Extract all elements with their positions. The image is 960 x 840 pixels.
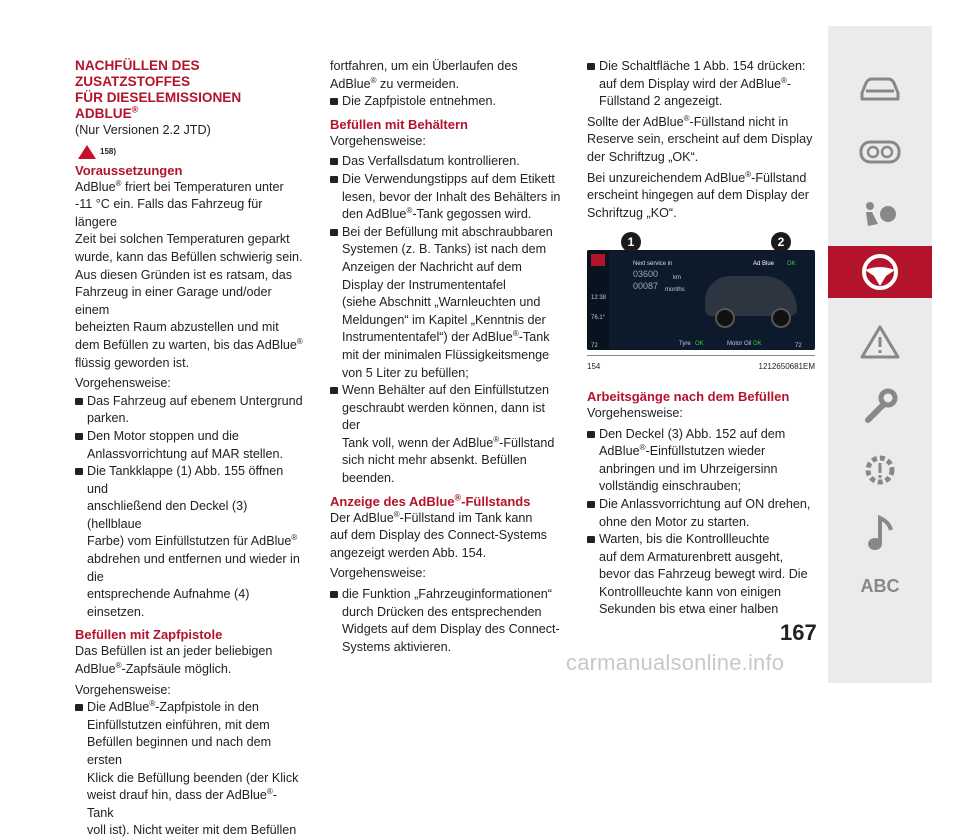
text-line: Tank voll, wenn der AdBlue®-Füllstand: [342, 434, 555, 450]
procedure-label-2: Vorgehensweise:: [330, 566, 426, 581]
screen-left-value: 72: [591, 343, 598, 350]
text-line: Die Anlassvorrichtung auf ON drehen,: [599, 496, 811, 511]
screen-months-value: 00087: [633, 281, 659, 292]
chapter-tab-maintenance[interactable]: [828, 444, 932, 496]
column-right: [587, 58, 815, 619]
text-line: Die AdBlue®-Zapfpistole in den: [87, 699, 259, 715]
connect-display-screen: [587, 250, 815, 350]
chapter-tab-emergency[interactable]: [828, 380, 932, 432]
screen-time: 12:38: [591, 295, 607, 302]
text-line: sich nicht mehr absenkt. Befüllen: [342, 453, 527, 468]
text-line: -11 °C ein. Falls das Fahrzeug für längere: [75, 197, 263, 229]
procedure-label: Vorgehensweise:: [587, 405, 683, 420]
car-wheel-rear: [771, 308, 791, 328]
screen-tyre-label: Tyre: [679, 341, 691, 348]
bullet-item: [330, 382, 562, 488]
figure-caption: [587, 355, 815, 376]
text-line: dem Befüllen zu warten, bis das AdBlue®: [75, 336, 303, 352]
figure-154: [587, 232, 815, 352]
text-line: flüssig geworden ist.: [75, 355, 190, 370]
text-line: durch Drücken des entsprechenden: [342, 604, 542, 619]
screen-km-value: 03600: [633, 269, 659, 280]
text-line: ohne den Motor zu starten.: [599, 514, 750, 529]
text-line: Das Verfallsdatum kontrollieren.: [342, 154, 520, 169]
bullet-item: [330, 171, 562, 224]
bullet-square-icon: [587, 63, 595, 70]
airbag-icon: [858, 198, 902, 234]
text-line: Bei der Befüllung mit abschraubbaren: [342, 224, 553, 239]
text-line: Widgets auf dem Display des Connect-: [342, 622, 560, 637]
bullet-item: [330, 586, 562, 656]
text-line: Display der Instrumententafel: [342, 277, 506, 292]
bullet-item: [587, 426, 815, 496]
chapter-sidebar: [828, 26, 932, 683]
heading-arbeitsgaenge: Arbeitsgänge nach dem Befüllen: [587, 388, 790, 404]
text-line: auf dem Armaturenbrett ausgeht,: [599, 549, 784, 564]
screen-temp: 76.1°: [591, 315, 606, 322]
text-line: der Schriftzug „OK“.: [587, 149, 699, 164]
figure-code: 1212650681EM: [758, 362, 815, 372]
chapter-tab-warnings[interactable]: [828, 316, 932, 368]
procedure-label: Vorgehensweise:: [330, 133, 426, 148]
procedure-label-2: Vorgehensweise:: [75, 682, 171, 697]
gear-icon: [860, 450, 900, 490]
bullet-item: [75, 428, 303, 463]
warning-icon: [860, 324, 900, 360]
heading-voraussetzungen: Voraussetzungen: [75, 162, 183, 178]
text-line: fortfahren, um ein Überlaufen des: [330, 59, 518, 73]
music-note-icon: [865, 514, 895, 554]
text-line: Systems aktivieren.: [342, 639, 452, 654]
text-line: auf dem Display des Connect-Systems: [330, 528, 547, 543]
text-line: AdBlue® friert bei Temperaturen unter: [75, 178, 284, 194]
screen-active-tile: [591, 254, 605, 266]
heading-behaelter: Befüllen mit Behältern: [330, 116, 468, 132]
text-line: Kontrollleuchte kann von einigen: [599, 584, 782, 599]
screen-oil-label: Motor Oil: [727, 341, 752, 348]
paragraph-ko: [587, 170, 815, 223]
column-middle: [330, 58, 562, 656]
bullet-item: [75, 463, 303, 621]
wrench-icon: [860, 386, 900, 426]
screen-oil-status: OK: [753, 341, 762, 348]
bullet-list-arbeitsgaenge: [587, 426, 815, 620]
bullet-item: [587, 531, 815, 619]
bullet-square-icon: [75, 468, 83, 475]
text-line: AdBlue®-Einfüllstutzen wieder: [599, 442, 766, 459]
text-line: voll ist). Nicht weiter mit dem Befüllen: [87, 823, 297, 838]
screen-adblue-label: Ad Blue: [753, 261, 775, 268]
bullet-square-icon: [75, 398, 83, 405]
text-line: beenden.: [342, 471, 395, 486]
bullet-item: [75, 393, 303, 428]
text-line: vollständig einschrauben;: [599, 479, 742, 494]
bullet-square-icon: [587, 536, 595, 543]
text-line: parken.: [87, 411, 130, 426]
text-line: Befüllen beginnen und nach dem ersten: [87, 735, 272, 767]
text-line: Den Motor stoppen und die: [87, 428, 239, 443]
text-line: Anlassvorrichtung auf MAR stellen.: [87, 446, 283, 461]
text-line: Das Befüllen ist an jeder beliebigen: [75, 644, 273, 659]
text-line: Bei unzureichendem AdBlue®-Füllstand: [587, 169, 807, 185]
paragraph-freeze: [75, 179, 303, 373]
screen-tyre-status: OK: [695, 341, 704, 348]
callout-1: 1: [621, 232, 641, 252]
watermark: carmanualsonline.info: [566, 650, 785, 675]
text-line: erscheint hingegen auf dem Display der: [587, 188, 809, 203]
text-line: Einfüllstutzen einführen, mit dem: [87, 717, 270, 732]
bullet-square-icon: [330, 387, 338, 394]
text-line: Wenn Behälter auf den Einfüllstutzen: [342, 383, 549, 398]
bullet-list-anzeige: [330, 586, 562, 656]
bullet-square-icon: [330, 229, 338, 236]
text-line: Die Tankklappe (1) Abb. 155 öffnen und: [87, 464, 284, 496]
text-line: Den Deckel (3) Abb. 152 auf dem: [599, 426, 786, 441]
text-line: anbringen und im Uhrzeigersinn: [599, 461, 778, 476]
chapter-tab-safety[interactable]: [828, 190, 932, 242]
bullet-item: [330, 224, 562, 382]
warning-triangle-icon: [78, 145, 96, 159]
bullet-square-icon: [330, 98, 338, 105]
paragraph-anzeige: [330, 510, 562, 563]
bullet-square-icon: [330, 591, 338, 598]
text-line: Meldungen“ im Kapitel „Kenntnis der: [342, 312, 546, 327]
steering-wheel-icon: [860, 252, 900, 292]
warning-reference: [78, 142, 303, 162]
screen-km-unit: km: [673, 275, 681, 282]
section-subtitle: (Nur Versionen 2.2 JTD): [75, 123, 211, 137]
text-line: Füllstand 2 angezeigt.: [599, 94, 723, 109]
text-line: Reserve sein, erscheint auf dem Display: [587, 132, 813, 147]
text-line: Warten, bis die Kontrollleuchte: [599, 532, 770, 547]
text-line: wurde, kann das Befüllen schwierig sein.: [75, 249, 303, 264]
text-line: den AdBlue®-Tank gegossen wird.: [342, 205, 532, 222]
text-line: auf dem Display wird der AdBlue®-: [599, 75, 792, 91]
text-line: Zeit bei solchen Temperaturen geparkt: [75, 232, 290, 247]
paragraph-ok: [587, 114, 815, 167]
bullet-square-icon: [330, 176, 338, 183]
dashboard-icon: [858, 137, 902, 167]
text-line: abdrehen und entfernen und wieder in die: [87, 552, 300, 584]
bullet-item: [587, 496, 815, 531]
text-line: Anzeigen der Nachricht auf dem: [342, 259, 522, 274]
figure-number: 154: [587, 362, 601, 372]
text-line: anschließend den Deckel (3) (hellblaue: [87, 499, 248, 531]
paragraph-continued: [330, 58, 562, 93]
text-line: Fahrzeug in einer Garage und/oder einem: [75, 285, 272, 317]
text-line: Der AdBlue®-Füllstand im Tank kann: [330, 509, 533, 525]
chapter-tab-index[interactable]: ABC: [860, 575, 900, 596]
text-line: Aus diesen Gründen ist es ratsam, das: [75, 267, 293, 282]
text-line: entsprechende Aufnahme (4) einsetzen.: [87, 587, 250, 619]
text-line: mit der minimalen Flüssigkeitsmenge: [342, 347, 550, 362]
text-line: Sekunden bis etwa einer halben: [599, 602, 779, 617]
text-line: Farbe) vom Einfüllstutzen für AdBlue®: [87, 533, 298, 549]
text-line: Das Fahrzeug auf ebenem Untergrund: [87, 393, 303, 408]
column-left: [75, 58, 303, 840]
text-line: Schriftzug „KO“.: [587, 205, 677, 220]
bullet-list-top: [330, 93, 562, 111]
bullet-square-icon: [330, 158, 338, 165]
screen-right-value: 72: [795, 343, 802, 350]
callout-2: 2: [771, 232, 791, 252]
screen-months-unit: months: [665, 287, 685, 294]
text-line: bevor das Fahrzeug bewegt wird. Die: [599, 567, 808, 582]
bullet-item: [75, 699, 303, 840]
text-line: Die Zapfpistole entnehmen.: [342, 94, 497, 109]
text-line: von 5 Liter zu befüllen;: [342, 365, 469, 380]
warning-ref-number: 158): [100, 146, 117, 156]
procedure-label: Vorgehensweise:: [75, 376, 171, 391]
bullet-list-behaelter: [330, 153, 562, 487]
text-line: AdBlue® zu vermeiden.: [330, 75, 460, 91]
bullet-item: [330, 153, 562, 171]
bullet-list-2: [75, 699, 303, 840]
section-title-line2: FÜR DIESELEMISSIONEN ADBLUE®: [75, 90, 242, 121]
text-line: Instrumententafel“) der AdBlue®-Tank: [342, 329, 550, 345]
paragraph-zapf: [75, 643, 303, 678]
page-number: 167: [780, 620, 817, 645]
bullet-square-icon: [75, 433, 83, 440]
chapter-tab-driving[interactable]: [828, 246, 932, 298]
bullet-square-icon: [75, 704, 83, 711]
chapter-tab-dashboard[interactable]: [828, 126, 932, 178]
text-line: Die Schaltfläche 1 Abb. 154 drücken:: [599, 59, 806, 73]
text-line: die Funktion „Fahrzeuginformationen“: [342, 587, 553, 602]
chapter-tab-car[interactable]: [828, 62, 932, 114]
text-line: angezeigt werden Abb. 154.: [330, 545, 487, 560]
bullet-list-1: [75, 393, 303, 622]
car-wheel-front: [715, 308, 735, 328]
chapter-tab-multimedia[interactable]: [828, 508, 932, 560]
screen-next-service: Next service in: [633, 261, 673, 268]
car-icon: [858, 73, 902, 103]
text-line: Systemen (z. B. Tanks) ist nach dem: [342, 242, 547, 257]
text-line: (siehe Abschnitt „Warnleuchten und: [342, 295, 541, 310]
text-line: weist drauf hin, dass der AdBlue®-Tank: [87, 787, 278, 820]
text-line: geschraubt werden können, dann ist der: [342, 400, 546, 433]
screen-adblue-status: OK: [787, 261, 796, 268]
text-line: lesen, bevor der Inhalt des Behälters in: [342, 189, 561, 204]
bullet-square-icon: [587, 501, 595, 508]
text-line: Klick die Befüllung beenden (der Klick: [87, 770, 299, 785]
section-title-line1: NACHFÜLLEN DES ZUSATZSTOFFES: [75, 58, 200, 89]
bullet-list-top: [587, 58, 815, 111]
text-line: Sollte der AdBlue®-Füllstand nicht in: [587, 113, 789, 129]
heading-anzeige: Anzeige des AdBlue®-Füllstands: [330, 492, 531, 509]
bullet-item: [587, 58, 815, 111]
text-line: beheizten Raum abzustellen und mit: [75, 320, 279, 335]
bullet-square-icon: [587, 431, 595, 438]
heading-zapfpistole: Befüllen mit Zapfpistole: [75, 627, 223, 643]
bullet-item: [330, 93, 562, 111]
text-line: AdBlue®-Zapfsäule möglich.: [75, 660, 232, 677]
text-line: Die Verwendungstipps auf dem Etikett: [342, 171, 555, 186]
